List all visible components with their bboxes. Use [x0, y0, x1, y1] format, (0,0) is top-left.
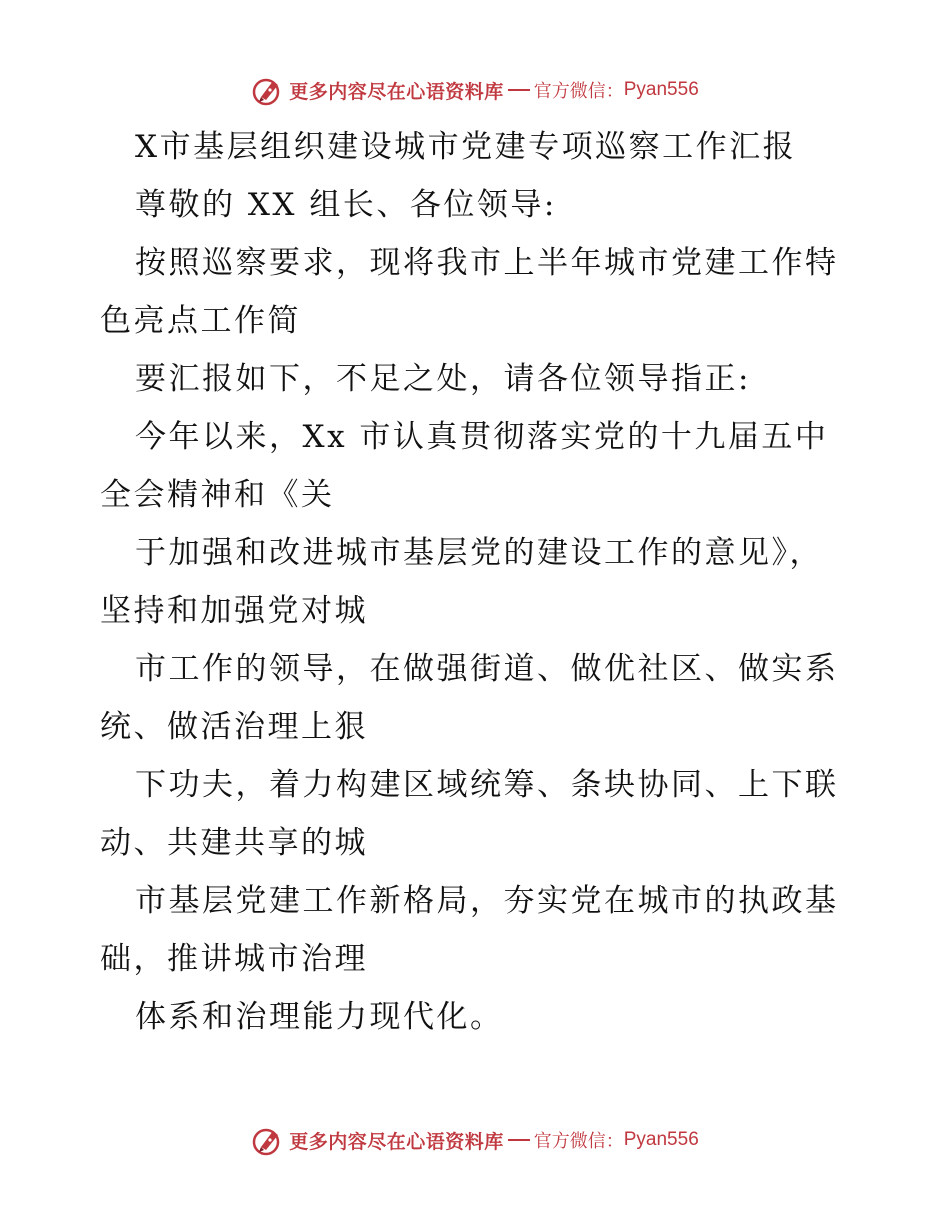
- document-line: 于加强和改进城市基层党的建设工作的意见》，: [135, 535, 823, 571]
- document-salutation: 尊敬的 XX 组长、各位领导:: [135, 187, 557, 223]
- document-line: 色亮点工作简: [100, 303, 301, 339]
- document-line: 按照巡察要求，现将我市上半年城市党建工作特: [135, 245, 839, 281]
- pen-nib-logo-icon: [251, 1123, 285, 1157]
- banner-wechat-id: Pyan556: [623, 79, 699, 100]
- document-line: 体系和治理能力现代化。: [135, 999, 504, 1035]
- document-line: 市工作的领导，在做强街道、做优社区、做实系: [135, 651, 839, 687]
- document-line: 下功夫，着力构建区域统筹、条块协同、上下联: [135, 767, 839, 803]
- banner-brand-text: 更多内容尽在心语资料库: [289, 80, 504, 103]
- header-banner: [0, 70, 950, 110]
- document-line: 动、共建共享的城: [100, 825, 368, 861]
- document-line: 市基层党建工作新格局，夯实党在城市的执政基: [135, 883, 839, 919]
- banner-brand-text: 更多内容尽在心语资料库: [289, 1130, 504, 1153]
- document-body: [100, 118, 860, 1046]
- document-line: 统、做活治理上狠: [100, 709, 368, 745]
- banner-wechat-id: Pyan556: [623, 1129, 699, 1150]
- document-line: 要汇报如下，不足之处，请各位领导指正:: [135, 361, 751, 397]
- document-line: 础，推讲城市治理: [100, 941, 368, 977]
- banner-official-label: 官方微信：: [533, 1131, 624, 1152]
- banner-dash: [508, 1139, 530, 1141]
- document-paragraphs: [100, 234, 860, 1046]
- document-line: 坚持和加强党对城: [100, 593, 368, 629]
- document-line: 全会精神和《关: [100, 477, 335, 513]
- footer-banner: [0, 1120, 950, 1160]
- banner-official-label: 官方微信：: [533, 81, 624, 102]
- pen-nib-logo-icon: [251, 73, 285, 107]
- banner-dash: [508, 89, 530, 91]
- document-title: X市基层组织建设城市党建专项巡察工作汇报: [135, 129, 797, 165]
- document-line: 今年以来，Xx 市认真贯彻落实党的十九届五中: [135, 419, 829, 455]
